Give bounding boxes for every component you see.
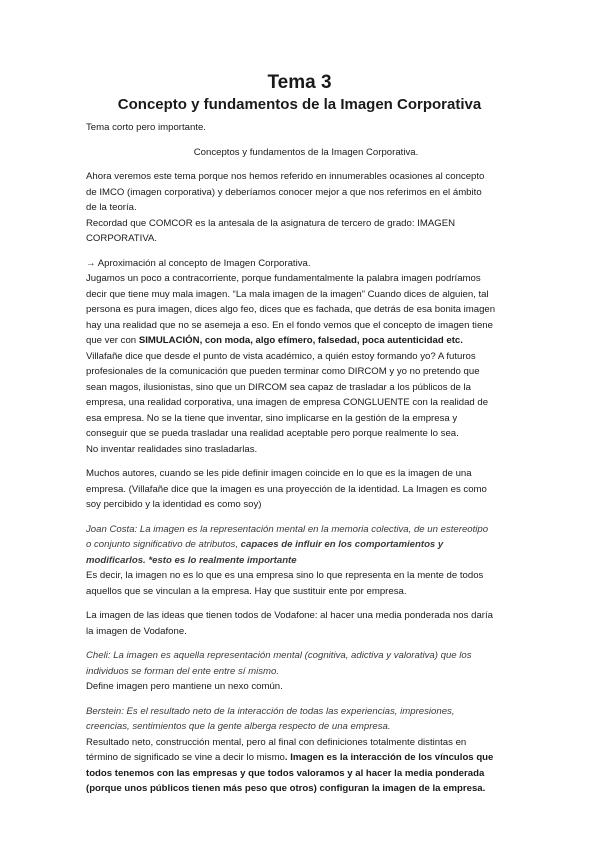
paragraph-line: La imagen de las ideas que tienen todos de Vodafone: al hacer una media ponderada nos daría bbox=[86, 610, 493, 621]
quote-bold-text: capaces de influir en los comportamientos y bbox=[240, 539, 444, 550]
bold-text: SIMULACIÓN, con moda, algo efímero, falsedad, poca autenticidad etc. bbox=[138, 335, 463, 346]
paragraph-line: soy percibido y la identidad es como soy) bbox=[86, 499, 262, 510]
berstein-quote-line: Berstein: Es el resultado neto de la interacción de todas las experiencias, impresiones, bbox=[86, 705, 455, 717]
paragraph-line: Es decir, la imagen no es lo que es una empresa sino lo que representa en la mente de todos bbox=[86, 570, 484, 581]
cheli-quote-line: Cheli: La imagen es aquella representación mental (cognitiva, adictiva y valorativa) que los bbox=[86, 650, 472, 661]
paragraph-line: de IMCO (imagen corporativa) y deberíamos conocer mejor a que nos referimos en el ámbito bbox=[86, 186, 482, 198]
paragraph-line: todos tenemos con las empresas y que todos valoramos y al hacer la media ponderada bbox=[86, 767, 485, 779]
paragraph-line: esa empresa. No se la tiene que inventar, sino implicarse en la gestión de la empresa y bbox=[86, 412, 458, 424]
paragraph-line bbox=[86, 333, 526, 349]
document-body bbox=[86, 120, 526, 797]
paragraph-line: Define imagen pero mantiene un nexo común. bbox=[86, 681, 283, 692]
quote-text: o conjunto significativo de atributos, bbox=[86, 539, 241, 550]
cheli-quote-line: individuos se forman del ente entre sí mismo. bbox=[86, 665, 280, 677]
approach-heading: → Aproximación al concepto de Imagen Corporativa. bbox=[86, 257, 311, 269]
costa-quote-line: Joan Costa: La imagen es la representación mental en la memoria colectiva, de un estereotipo bbox=[86, 523, 489, 535]
costa-quote-line bbox=[86, 537, 526, 553]
paragraph-line: decir que tiene muy mala imagen. “La mala imagen de la imagen” Cuando dices de alguien, tal bbox=[86, 288, 489, 300]
paragraph-line: sean magos, ilusionistas, sino que un DIRCOM sea capaz de trasladar a los públicos de la bbox=[86, 381, 472, 393]
paragraph-line: Resultado neto, construcción mental, pero al final con definiciones totalmente distintas en bbox=[86, 736, 467, 748]
paragraph-line: empresa, una realidad corporativa, una imagen de empresa CONGLUENTE con la realidad de bbox=[86, 397, 489, 408]
berstein-quote-line: creencias, sentimientos que la gente alberga respecto de una empresa. bbox=[86, 721, 391, 732]
paragraph-line: Jugamos un poco a contracorriente, porque fundamentalmente la palabra imagen podríamos bbox=[86, 273, 481, 284]
paragraph-line: No inventar realidades sino trasladarlas. bbox=[86, 443, 258, 455]
document-subtitle: Concepto y fundamentos de la Imagen Corporativa bbox=[117, 96, 482, 113]
paragraph-line: la imagen de Vodafone. bbox=[86, 625, 187, 637]
bold-text: . Imagen es la interacción de los vínculos que bbox=[284, 752, 494, 763]
paragraph-line bbox=[86, 750, 526, 766]
paragraph-line: hay una realidad que no se asemeja a eso. En el fondo vemos que el concepto de imagen tiene bbox=[86, 319, 493, 331]
costa-quote-line: modificarlos. *esto es lo realmente importante bbox=[86, 554, 297, 566]
paragraph-line: Ahora veremos este tema porque nos hemos referido en innumerables ocasiones al concepto bbox=[86, 171, 485, 182]
intro-text: Tema corto pero importante. bbox=[86, 122, 206, 133]
line-text: término de significado se vine a decir lo mismo bbox=[86, 752, 285, 763]
paragraph-line: persona es pura imagen, dices algo feo, dices que es fachada, que detrás de esa bonita imagen bbox=[86, 304, 496, 315]
paragraph-line: aquellos que se vinculan a la empresa. Hay que sustituir ente por empresa. bbox=[86, 585, 407, 597]
paragraph-line: profesionales de la comunicación que pueden terminar como DIRCOM y yo no pretendo que bbox=[86, 366, 480, 377]
paragraph-line: Recordad que COMCOR es la antesala de la asignatura de tercero de grado: IMAGEN CORPORATIVA. bbox=[86, 217, 456, 244]
paragraph-line: empresa. (Villafañe dice que la imagen es una proyección de la identidad. La Imagen es como bbox=[86, 483, 487, 495]
paragraph-line: conseguir que se pueda trasladar una realidad aceptable pero porque realmente lo sea. bbox=[86, 428, 459, 439]
section-heading: Conceptos y fundamentos de la Imagen Corporativa. bbox=[193, 146, 419, 158]
document-title: Tema 3 bbox=[267, 72, 332, 93]
paragraph-line: Muchos autores, cuando se les pide definir imagen coincide en lo que es la imagen de una bbox=[86, 468, 472, 479]
paragraph-line: (porque unos públicos tienen más peso que otros) configuran la imagen de la empresa. bbox=[86, 783, 486, 794]
paragraph-line: Villafañe dice que desde el punto de vista académico, a quién estoy formando yo? A futuros bbox=[86, 350, 476, 362]
line-text: que ver con bbox=[86, 335, 139, 346]
paragraph-line: de la teoría. bbox=[86, 202, 137, 213]
